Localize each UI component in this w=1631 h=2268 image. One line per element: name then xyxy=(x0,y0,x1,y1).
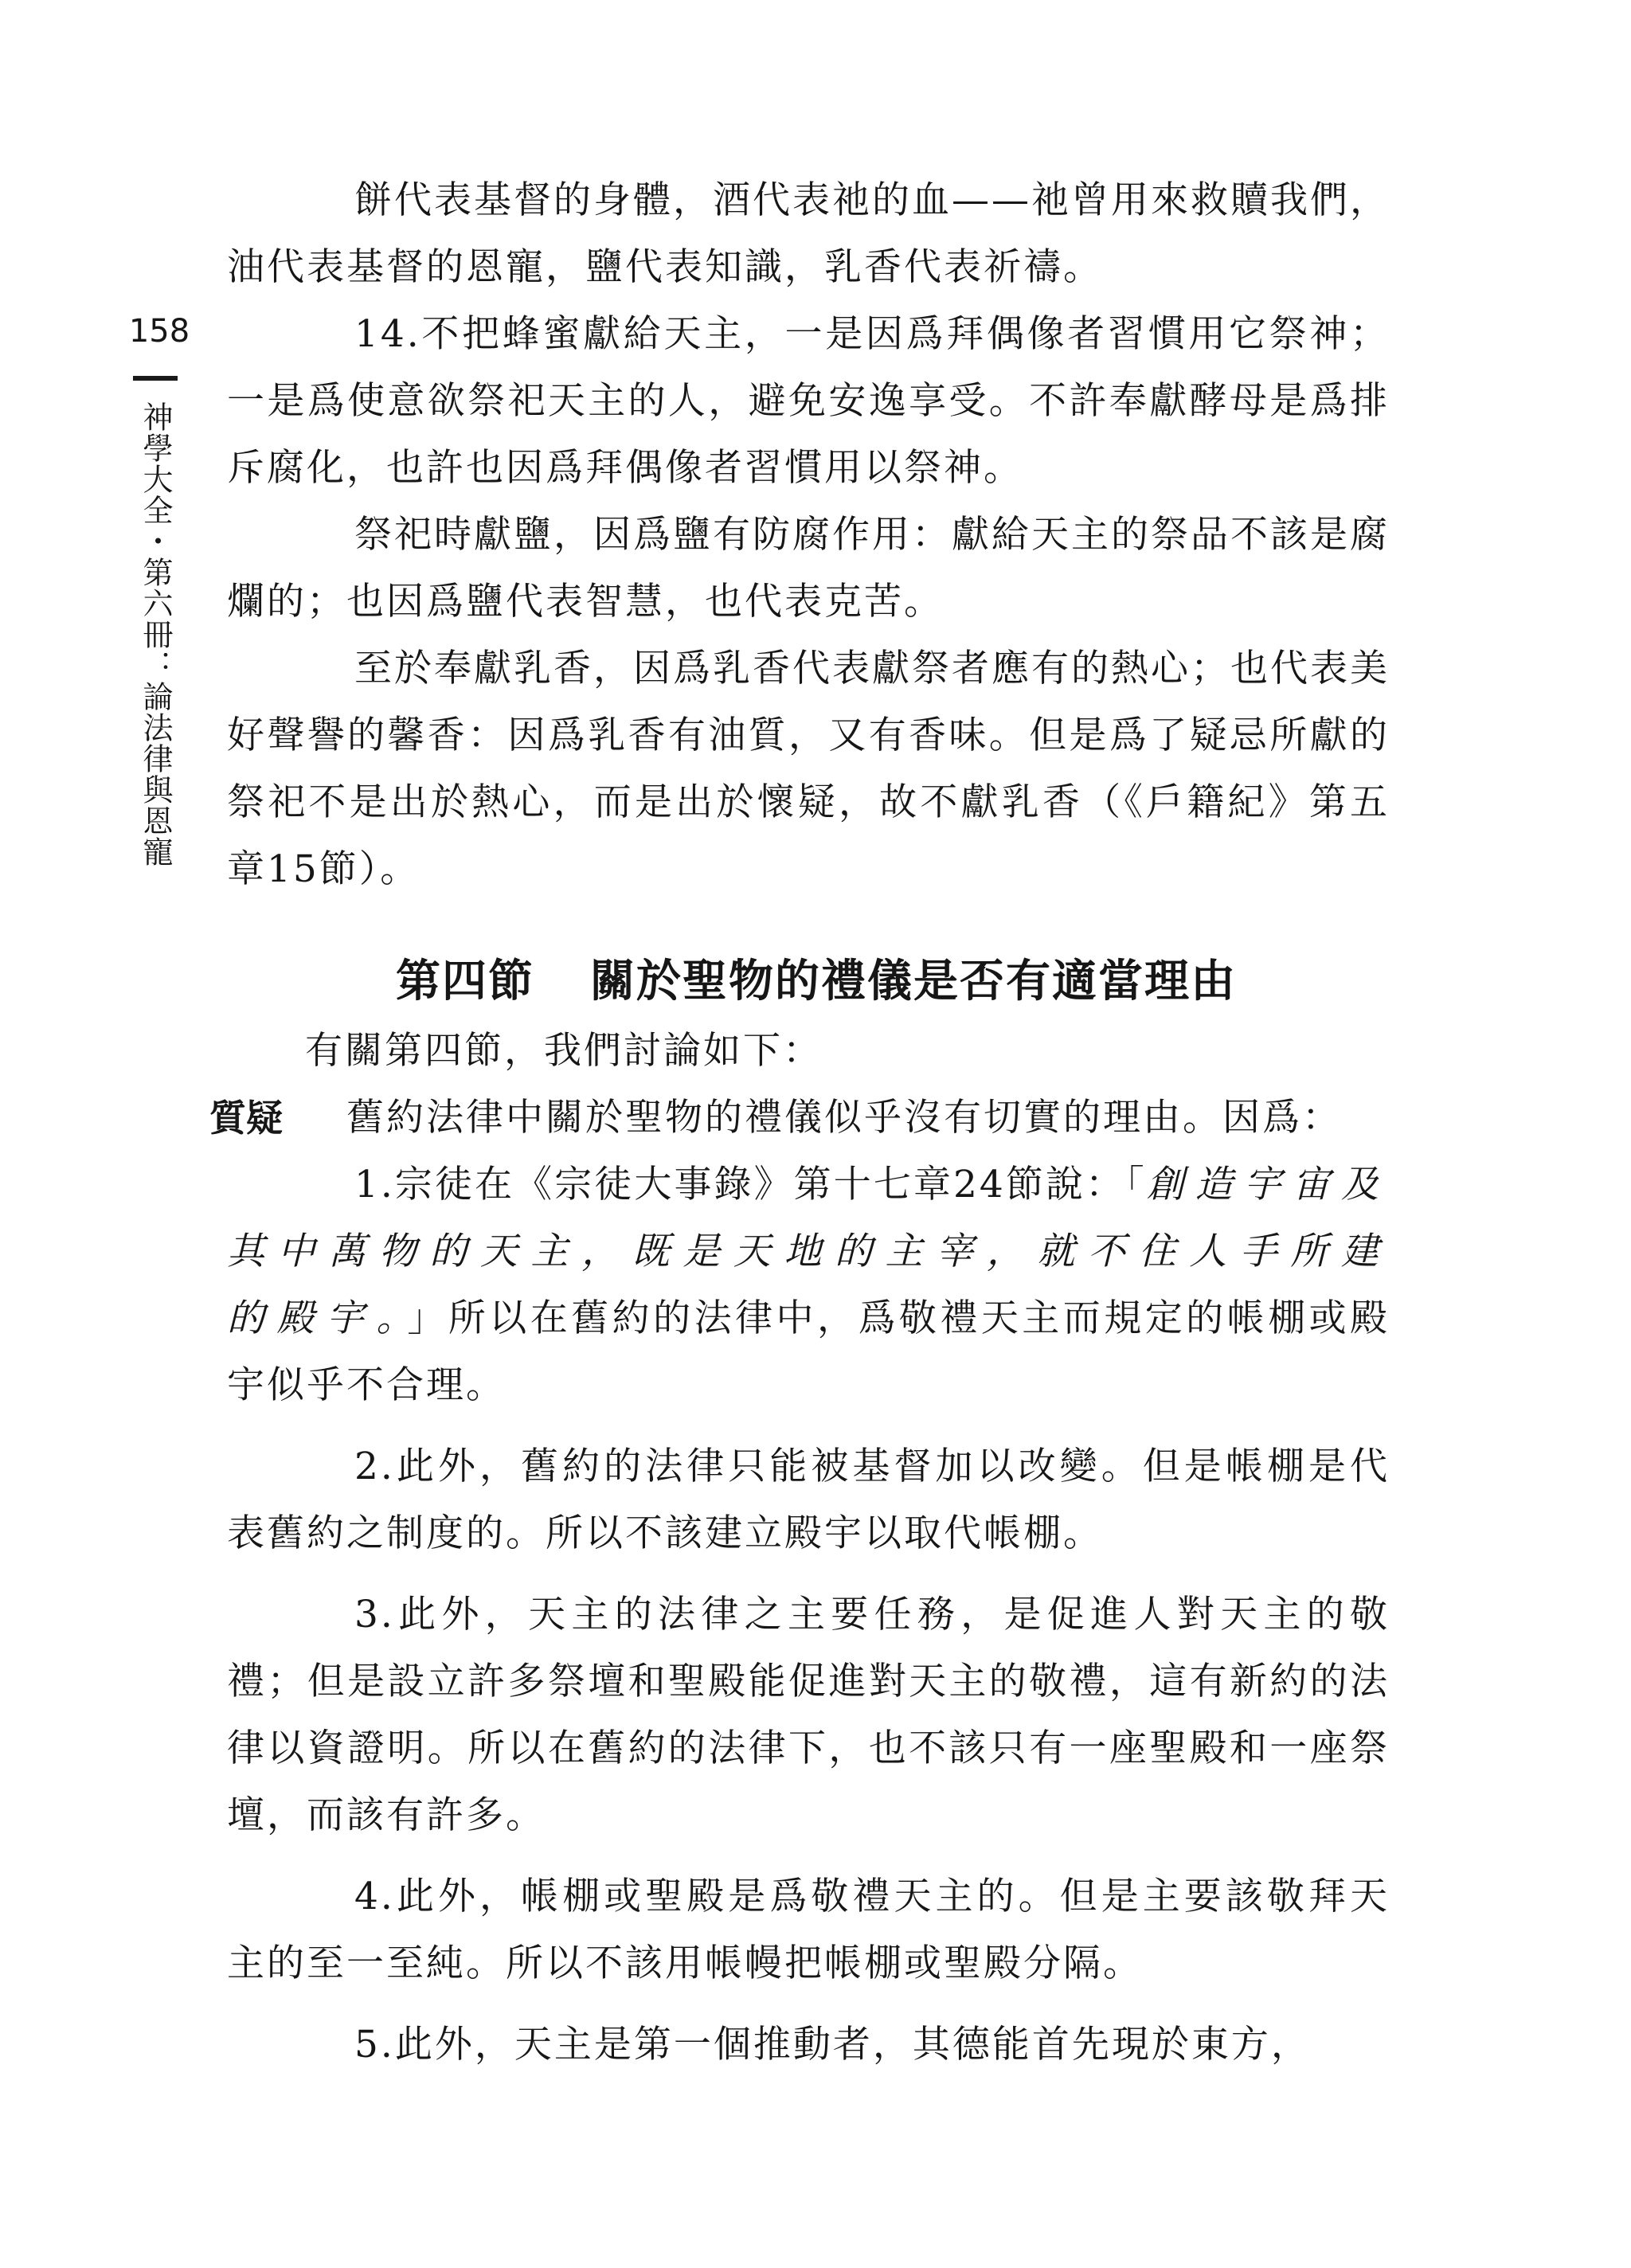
objection-item-4: 4.此外，帳棚或聖殿是爲敬禮天主的。但是主要該敬拜天主的至一至純。所以不該用帳幔把帳棚或聖殿分隔。 xyxy=(227,1875,1390,1985)
margin-rule xyxy=(133,376,178,381)
page-margin xyxy=(119,315,191,867)
item-1-prefix: 1.宗徒在《宗徒大事錄》第十七章24節說：「 xyxy=(354,1163,1147,1206)
objection-label: 質疑 xyxy=(209,1097,283,1140)
page-body xyxy=(209,167,1390,2078)
intro-line: 有關第四節，我們討論如下： xyxy=(305,1029,823,1073)
section-heading-number: 第四節 xyxy=(396,955,534,1007)
running-title: 神學大全・第六冊：論法律與恩寵 xyxy=(138,401,173,867)
item-1-quote: 創造宇宙及其中萬物的天主，既是天地的主宰，就不住人手所建的殿宇。 xyxy=(227,1163,1390,1340)
objection xyxy=(209,1085,1390,1152)
objection-text: 舊約法律中關於聖物的禮儀似乎沒有切實的理由。因爲： xyxy=(346,1096,1342,1140)
objection-item-5: 5.此外，天主是第一個推動者，其德能首先現於東方， xyxy=(354,2023,1311,2067)
item-1-suffix: 」所以在舊約的法律中，爲敬禮天主而規定的帳棚或殿宇似乎不合理。 xyxy=(227,1296,1390,1407)
section-heading-title: 關於聖物的禮儀是否有適當理由 xyxy=(590,955,1237,1007)
section-heading xyxy=(243,944,1390,1018)
objection-item-2: 2.此外，舊約的法律只能被基督加以改變。但是帳棚是代表舊約之制度的。所以不該建立殿宇以取代帳棚。 xyxy=(227,1445,1390,1555)
paragraph-3: 祭祀時獻鹽，因爲鹽有防腐作用：獻給天主的祭品不該是腐爛的；也因爲鹽代表智慧，也代表克苦。 xyxy=(227,513,1390,624)
paragraph-1: 餅代表基督的身體，酒代表祂的血——祂曾用來救贖我們，油代表基督的恩寵，鹽代表知識，乳香代表祈禱。 xyxy=(227,178,1390,289)
paragraph-2: 14.不把蜂蜜獻給天主，一是因爲拜偶像者習慣用它祭神；一是爲使意欲祭祀天主的人，避免安逸享受。不許奉獻酵母是爲排斥腐化，也許也因爲拜偶像者習慣用以祭神。 xyxy=(227,312,1390,490)
paragraph-4: 至於奉獻乳香，因爲乳香代表獻祭者應有的熱心；也代表美好聲譽的馨香：因爲乳香有油質，又有香味。但是爲了疑忌所獻的祭祀不是出於熱心，而是出於懷疑，故不獻乳香（《戶籍紀》第五章15節）。 xyxy=(227,647,1390,891)
page-number: 158 xyxy=(128,313,190,350)
objection-item-1 xyxy=(227,1152,1390,1419)
objection-item-3: 3.此外，天主的法律之主要任務，是促進人對天主的敬禮；但是設立許多祭壇和聖殿能促進對天主的敬禮，這有新約的法律以資證明。所以在舊約的法律下，也不該只有一座聖殿和一座祭壇，而該有許多。 xyxy=(227,1593,1390,1837)
